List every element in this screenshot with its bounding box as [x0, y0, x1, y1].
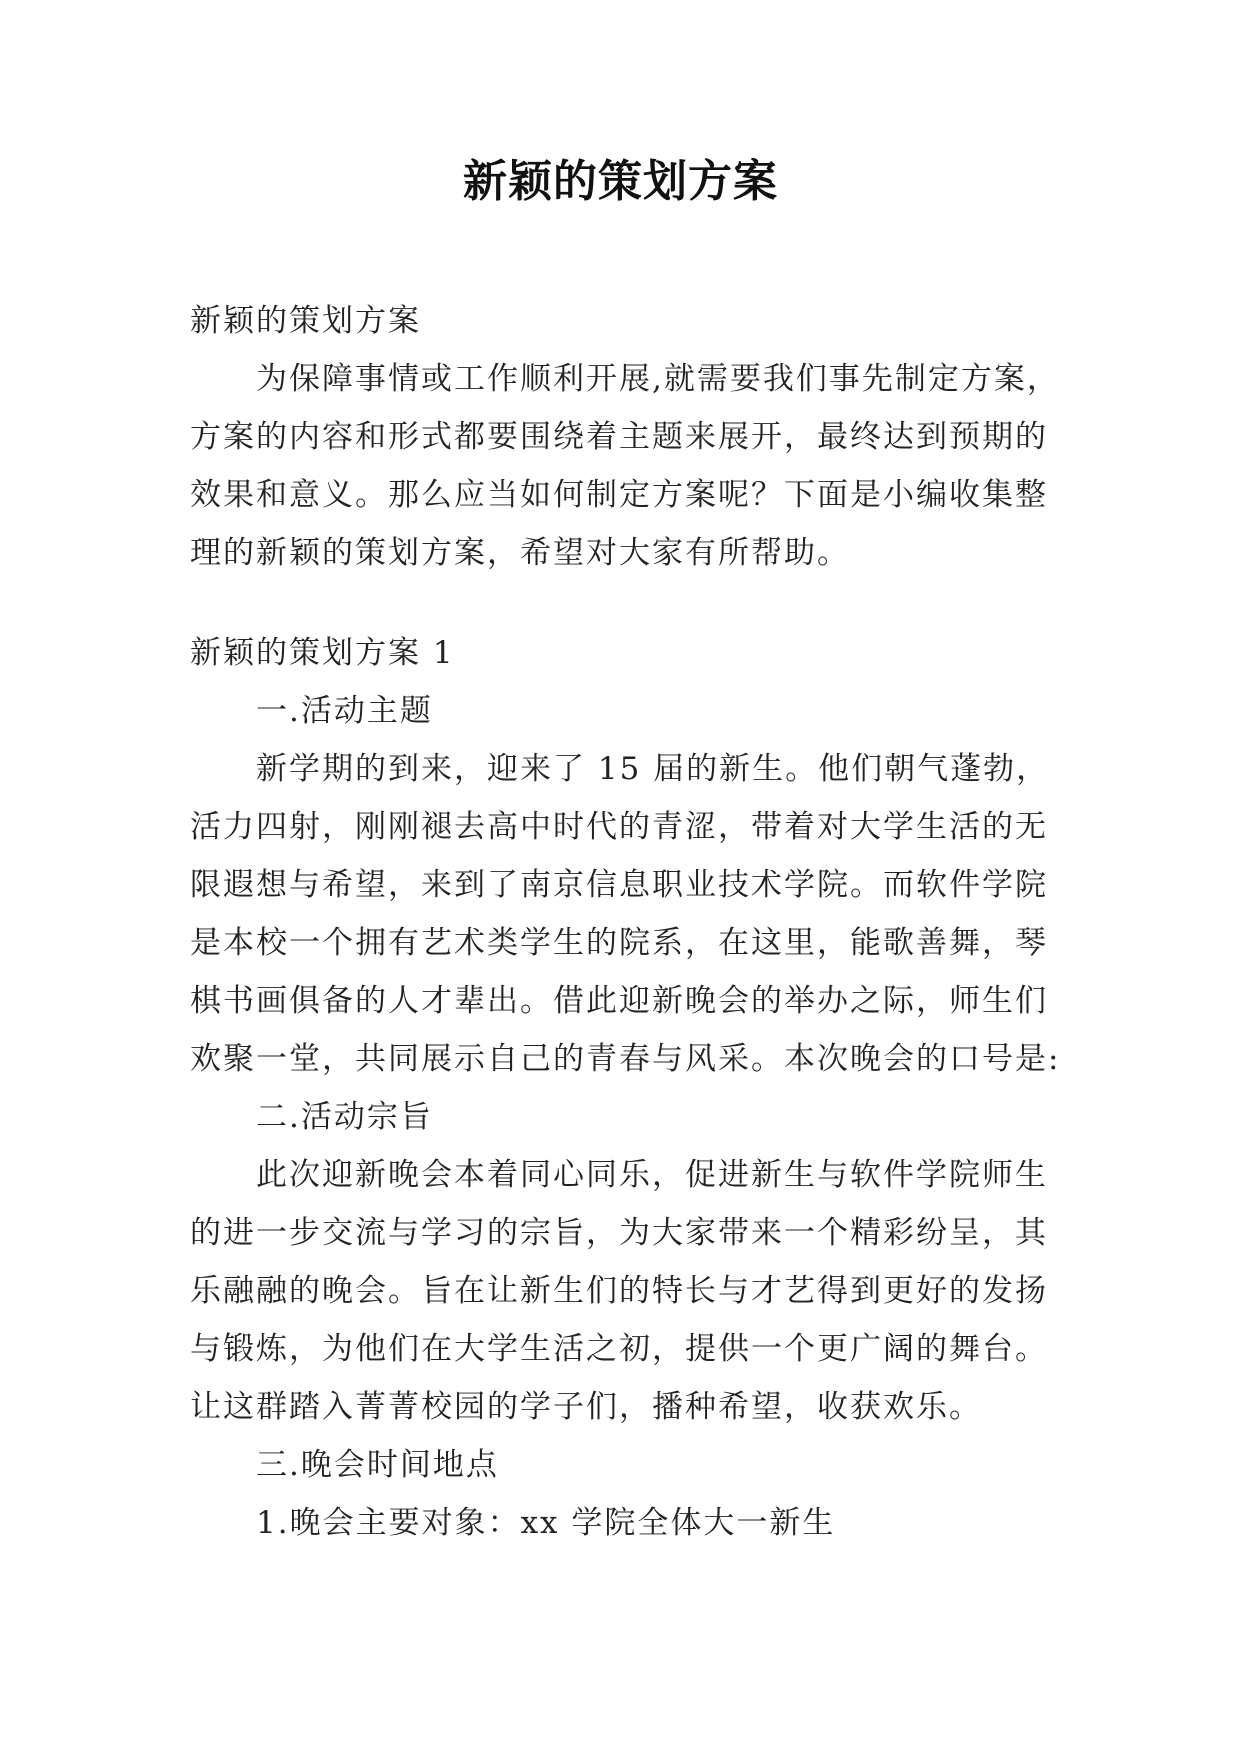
paragraph-line: 棋书画俱备的人才辈出。借此迎新晚会的举办之际，师生们 — [190, 983, 1048, 1019]
paragraph-line: 乐融融的晚会。旨在让新生们的特长与才艺得到更好的发扬 — [190, 1273, 1048, 1309]
paragraph-line: 此次迎新晚会本着同心同乐，促进新生与软件学院师生 — [256, 1157, 1048, 1193]
heading-activity-purpose: 二.活动宗旨 — [256, 1099, 433, 1135]
document-title: 新颖的策划方案 — [463, 156, 778, 207]
document-subtitle: 新颖的策划方案 — [190, 303, 421, 339]
paragraph-line: 是本校一个拥有艺术类学生的院系，在这里，能歌善舞，琴 — [190, 925, 1048, 961]
paragraph-line: 限遐想与希望，来到了南京信息职业技术学院。而软件学院 — [190, 867, 1048, 903]
section-heading: 新颖的策划方案 1 — [190, 635, 455, 671]
paragraph-line: 的进一步交流与学习的宗旨，为大家带来一个精彩纷呈，其 — [190, 1215, 1048, 1251]
intro-line: 为保障事情或工作顺利开展,就需要我们事先制定方案， — [256, 361, 1060, 397]
heading-time-location: 三.晚会时间地点 — [256, 1447, 499, 1483]
paragraph-line: 与锻炼，为他们在大学生活之初，提供一个更广阔的舞台。 — [190, 1331, 1048, 1367]
intro-line: 方案的内容和形式都要围绕着主题来展开，最终达到预期的 — [190, 419, 1048, 455]
paragraph-line: 欢聚一堂，共同展示自己的青春与风采。本次晚会的口号是: — [190, 1041, 1061, 1077]
intro-line: 效果和意义。那么应当如何制定方案呢？下面是小编收集整 — [190, 477, 1048, 513]
paragraph-line: 让这群踏入菁菁校园的学子们，播种希望，收获欢乐。 — [190, 1389, 982, 1425]
intro-line: 理的新颖的策划方案，希望对大家有所帮助。 — [190, 535, 850, 571]
heading-activity-theme: 一.活动主题 — [256, 693, 433, 729]
paragraph-line: 活力四射，刚刚褪去高中时代的青涩，带着对大学生活的无 — [190, 809, 1048, 845]
spacer — [190, 582, 1070, 624]
list-item: 1.晚会主要对象：xx 学院全体大一新生 — [256, 1505, 836, 1541]
document-body — [190, 292, 1070, 1552]
paragraph-line: 新学期的到来，迎来了 15 届的新生。他们朝气蓬勃， — [256, 751, 1050, 787]
